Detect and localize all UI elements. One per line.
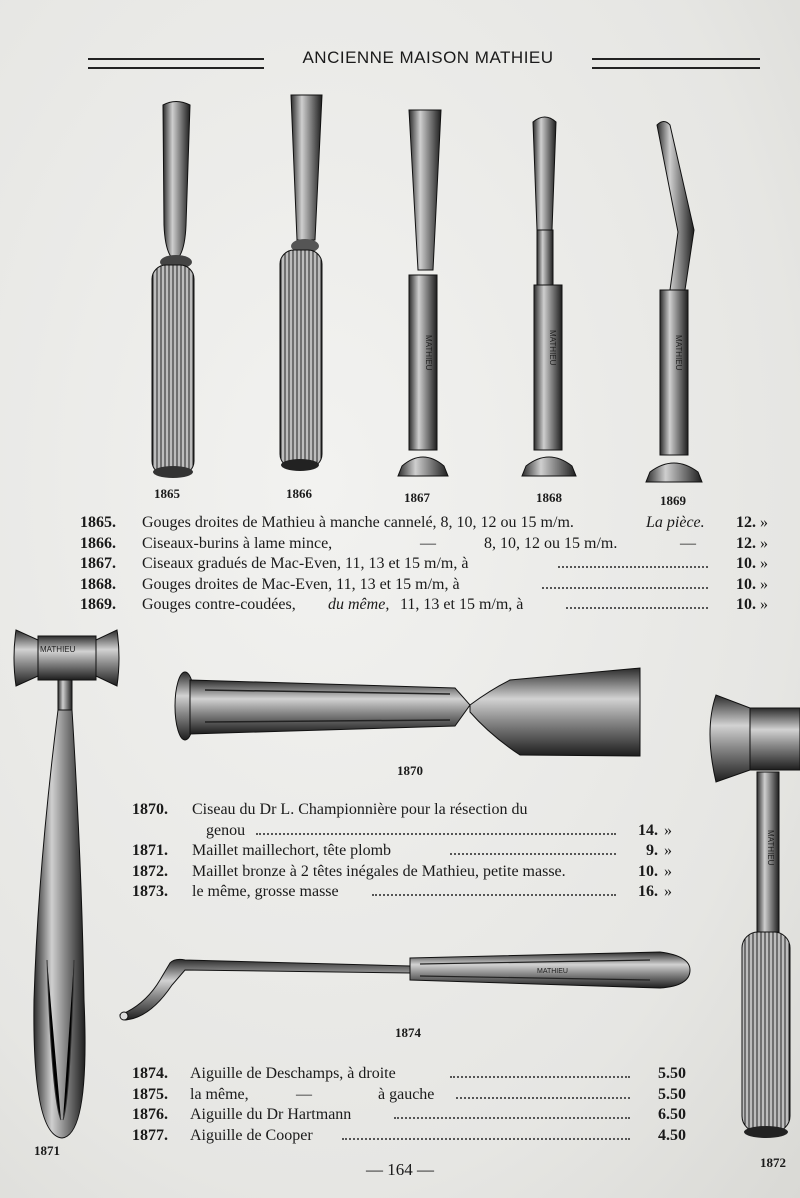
head-stamp: MATHIEU	[40, 645, 76, 654]
handle-stamp: MATHIEU	[766, 830, 775, 866]
list-item: 1871. Maillet maillechort, tête plomb 9. »	[132, 842, 672, 859]
figure-label-1868: 1868	[536, 490, 562, 505]
list-item: 1875. la même, — à gauche 5.50	[132, 1085, 686, 1103]
handle-stamp: MATHIEU	[424, 335, 433, 371]
list-item: 1874. Aiguille de Deschamps, à droite 5.50	[132, 1065, 686, 1082]
list-item: 1877. Aiguille de Cooper 4.50	[132, 1126, 686, 1144]
chisel-1867-illustration	[398, 110, 448, 476]
list-item: 1872. Maillet bronze à 2 têtes inégales de Mathieu, petite masse. 10. »	[132, 862, 672, 880]
list-item: 1870. Ciseau du Dr L. Championnière pour la résection du	[132, 801, 528, 818]
figure-label-1871: 1871	[34, 1143, 60, 1158]
list-item: 1866. Ciseaux-burins à lame mince, — 8, 10, 12 ou 15 m/m. — 12. »	[80, 534, 768, 552]
figure-label-1869: 1869	[660, 493, 686, 508]
price-list-1874-1877	[132, 1064, 692, 1146]
page-number: — 164 —	[366, 1160, 434, 1179]
gouge-1869-illustration	[646, 122, 702, 483]
figure-label-1866: 1866	[286, 486, 312, 501]
price-list-1865-1869	[80, 513, 780, 616]
handle-stamp: MATHIEU	[674, 335, 683, 371]
chisel-1870-illustration	[175, 668, 640, 756]
figure-label-1872: 1872	[760, 1155, 786, 1170]
page-title: ANCIENNE MAISON MATHIEU	[302, 48, 554, 67]
needle-1874-illustration	[120, 952, 690, 1020]
list-item: 1865. Gouges droites de Mathieu à manche cannelé, 8, 10, 12 ou 15 m/m. La pièce. 12. »	[80, 514, 768, 531]
handle-stamp: MATHIEU	[537, 968, 568, 975]
figure-label-1865: 1865	[154, 486, 180, 501]
price-list-1870-1873	[132, 800, 692, 903]
handle-stamp: MATHIEU	[548, 330, 557, 366]
list-item: 1868. Gouges droites de Mac-Even, 11, 13 et 15 m/m, à 10. »	[80, 575, 768, 593]
figure-label-1874: 1874	[395, 1025, 421, 1040]
chisel-1866-illustration	[280, 95, 322, 471]
list-item: genou 14. »	[206, 821, 672, 839]
list-item: 1876. Aiguille du Dr Hartmann 6.50	[132, 1106, 686, 1123]
gouge-1865-illustration	[152, 102, 194, 479]
gouge-1868-illustration	[522, 117, 576, 476]
list-item: 1873. le même, grosse masse 16. »	[132, 883, 672, 900]
mallet-1872-illustration	[710, 695, 800, 1138]
figure-label-1867: 1867	[404, 490, 430, 505]
list-item: 1869. Gouges contre-coudées, du même, 11, 13 et 15 m/m, à 10. »	[80, 596, 768, 613]
mallet-1871-illustration	[14, 630, 119, 1138]
figure-label-1870: 1870	[397, 763, 423, 778]
list-item: 1867. Ciseaux gradués de Mac-Even, 11, 13 et 15 m/m, à 10. »	[80, 555, 768, 572]
